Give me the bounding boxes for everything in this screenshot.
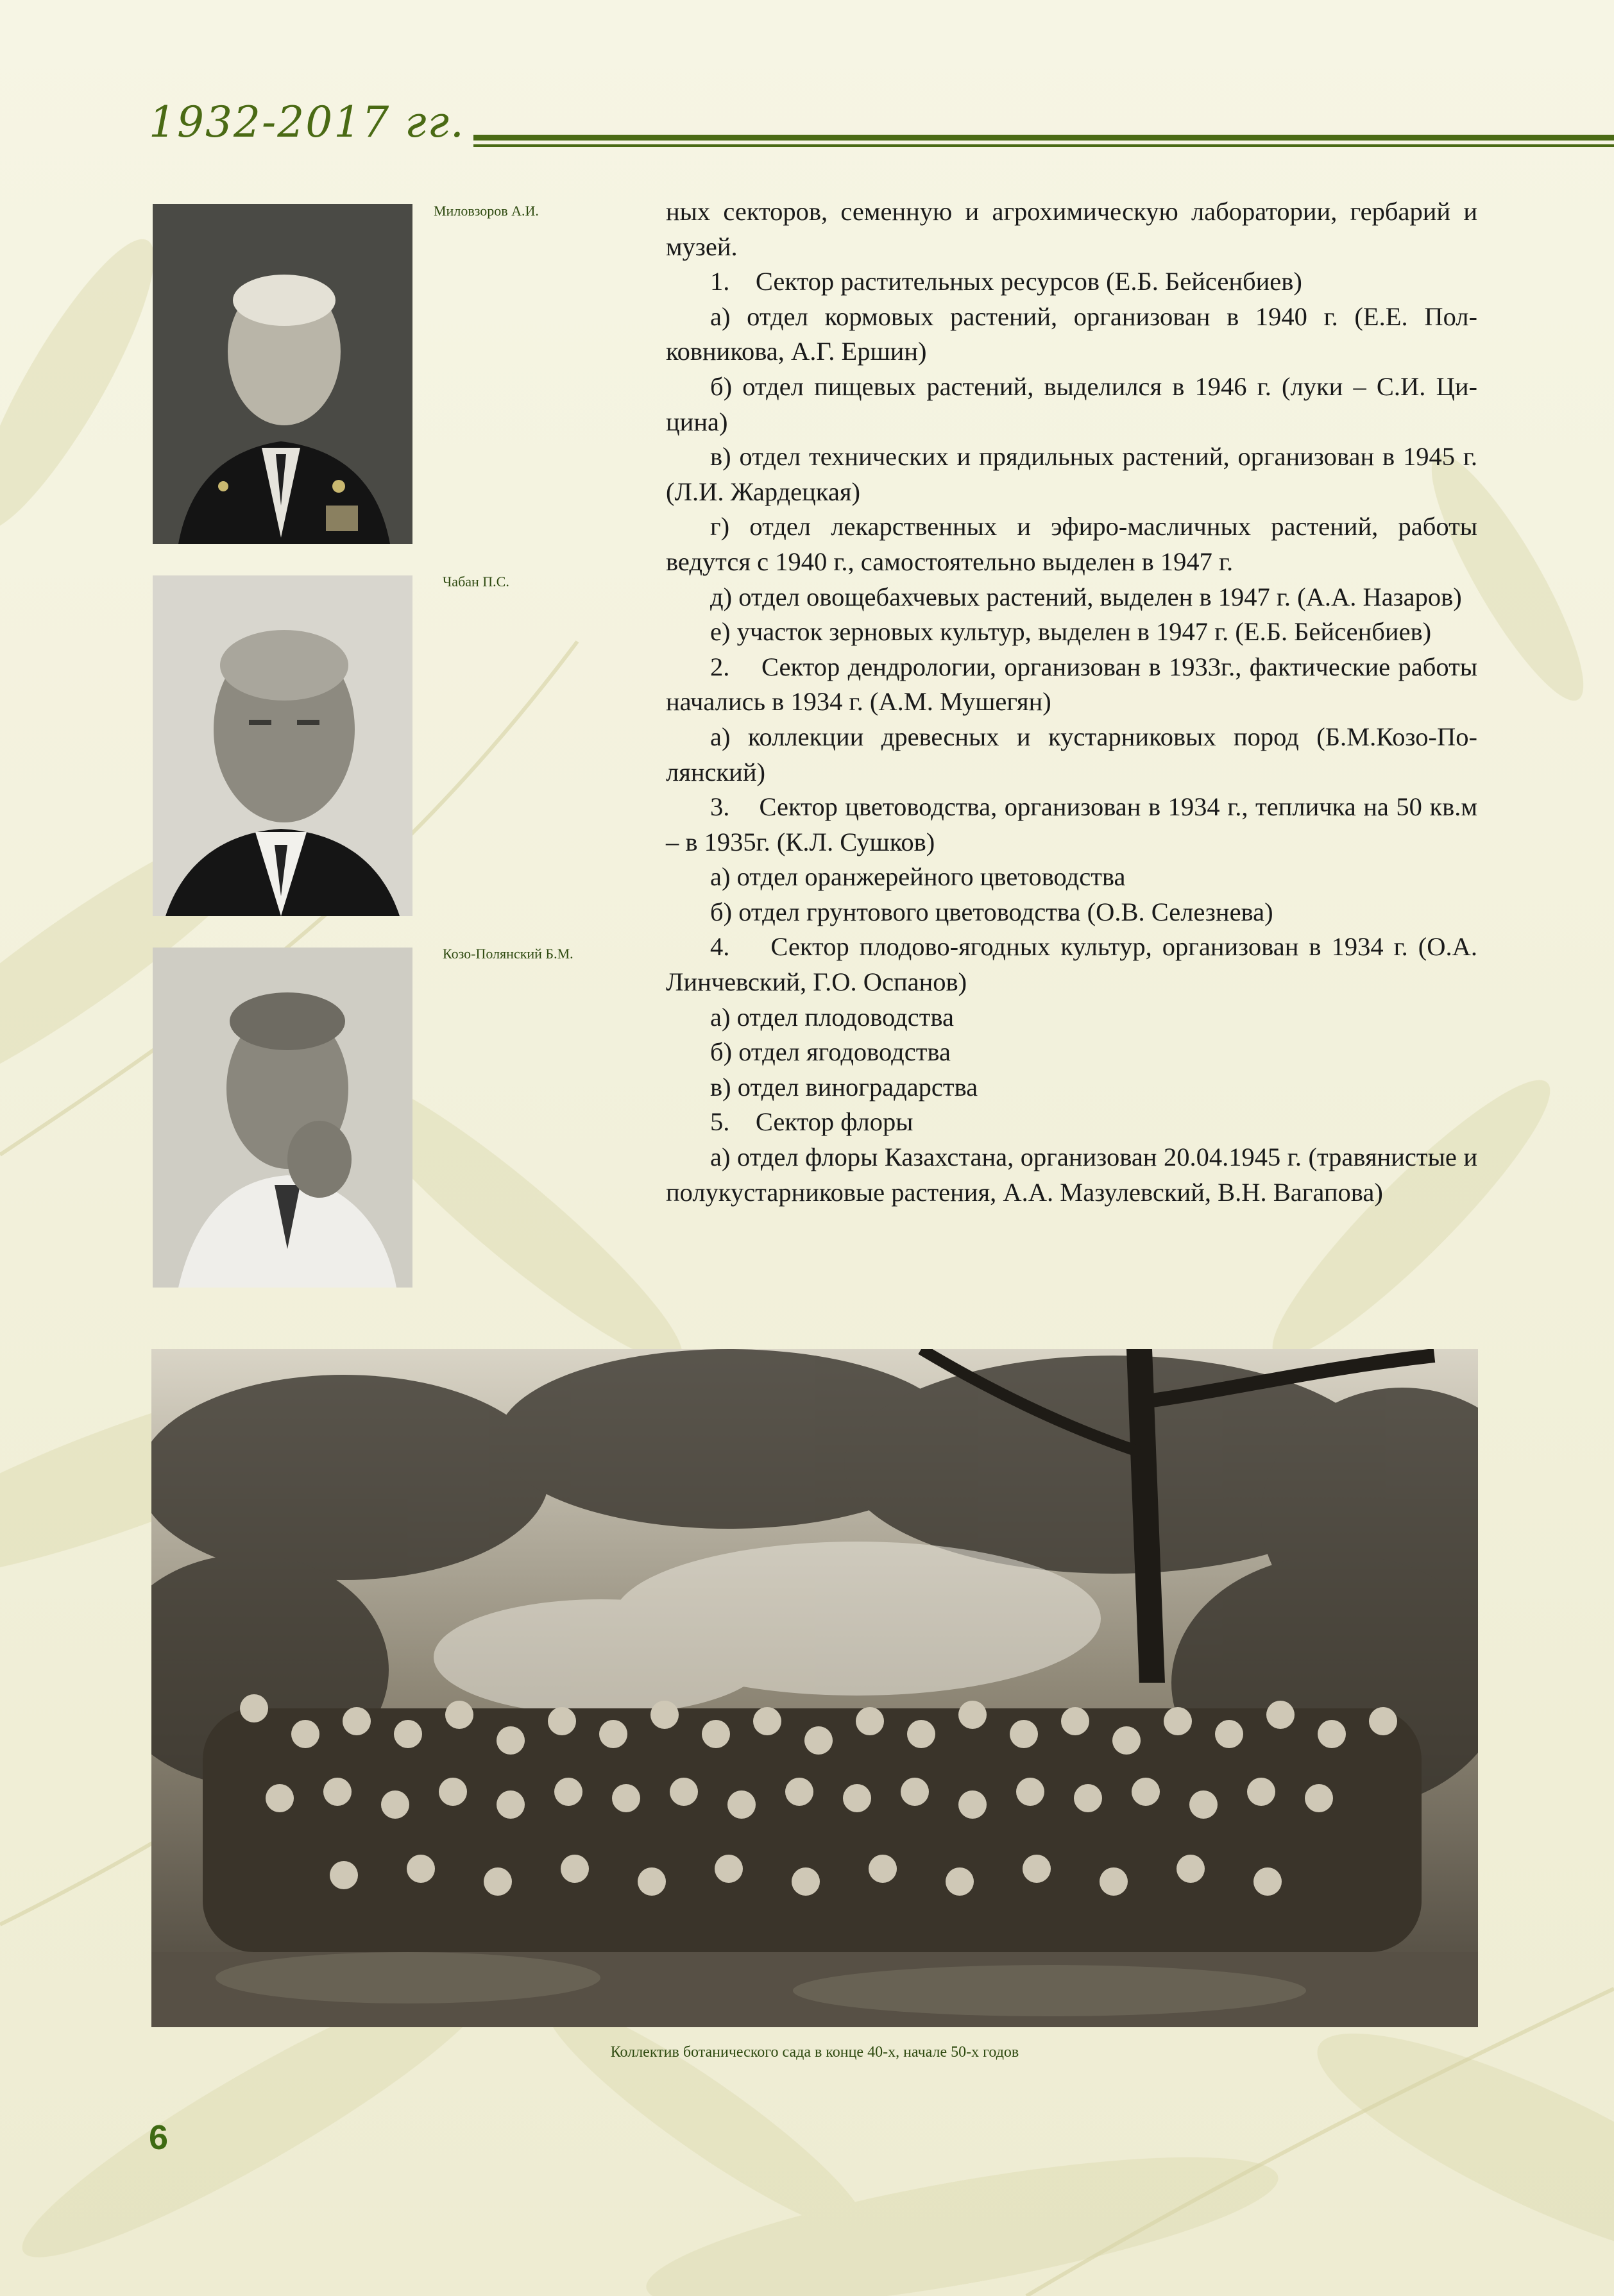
group-photo [151, 1349, 1478, 2027]
body-paragraph: а) отдел кормовых растений, организован в 1940 г. (Е.Е. Полковникова, А.Г. Ершин) [666, 302, 1477, 366]
portrait-photo-2 [153, 575, 412, 916]
sector-heading-4: 4. Сектор плодово-ягодных культур, организован в 1934 г. (О.А. Линчевский, Г.О. Оспанов) [666, 932, 1477, 997]
body-paragraph: ных секторов, семенную и агрохимическую лаборатории, гербарий и музей. [666, 197, 1477, 261]
portrait-photo-3 [153, 948, 412, 1288]
body-paragraph: г) отдел лекарственных и эфиро-масличных растений, работы ведутся с 1940 г., самостоятельно выделен в 1947 г. [666, 512, 1477, 576]
body-paragraph: а) отдел флоры Казахстана, организован 20.04.1945 г. (травянистые и полукустарниковые растения, А.А. Мазулевский, В.Н. Вагапова) [666, 1143, 1477, 1207]
body-paragraph: а) отдел плодоводства [710, 1002, 954, 1032]
portrait-photo-1 [153, 204, 412, 544]
portrait-caption-1: Миловзоров А.И. [434, 203, 539, 219]
sector-heading-2: 2. Сектор дендрологии, организован в 1933г., фактические работы начались в 1934 г. (А.М. Мушегян) [666, 652, 1477, 717]
portrait-caption-2: Чабан П.С. [443, 574, 509, 590]
sector-heading-1: 1. Сектор растительных ресурсов (Е.Б. Бейсенбиев) [710, 267, 1302, 296]
portrait-caption-3: Козо-Полянский Б.М. [443, 946, 573, 962]
body-paragraph: б) отдел пищевых растений, выделился в 1946 г. (луки – С.И. Цицина) [666, 371, 1477, 436]
header-rule [473, 135, 1614, 150]
group-photo-caption: Коллектив ботанического сада в конце 40-х, начале 50-х годов [610, 2044, 1019, 2061]
page-number: 6 [149, 2118, 169, 2157]
body-paragraph: а) отдел оранжерейного цветоводства [710, 862, 1126, 892]
sector-heading-5: 5. Сектор флоры [710, 1107, 913, 1137]
body-paragraph: в) отдел виноградарства [710, 1072, 978, 1101]
body-paragraph: в) отдел технических и прядильных растений, организован в 1945 г. (Л.И. Жардецкая) [666, 442, 1477, 506]
body-paragraph: д) отдел овощебахчевых растений, выделен в 1947 г. (А.А. Назаров) [710, 582, 1462, 611]
body-paragraph: а) коллекции древесных и кустарниковых пород (Б.М.Козо-Полянский) [666, 722, 1477, 787]
body-text [666, 194, 1477, 1210]
body-paragraph: е) участок зерновых культур, выделен в 1947 г. (Е.Б. Бейсенбиев) [710, 617, 1432, 647]
header-title: 1932-2017 гг. [149, 98, 465, 147]
body-paragraph: б) отдел ягодоводства [710, 1037, 951, 1067]
sector-heading-3: 3. Сектор цветоводства, организован в 1934 г., тепличка на 50 кв.м – в 1935г. (К.Л. Сушков) [666, 792, 1477, 856]
body-paragraph: б) отдел грунтового цветоводства (О.В. Селезнева) [710, 897, 1273, 926]
